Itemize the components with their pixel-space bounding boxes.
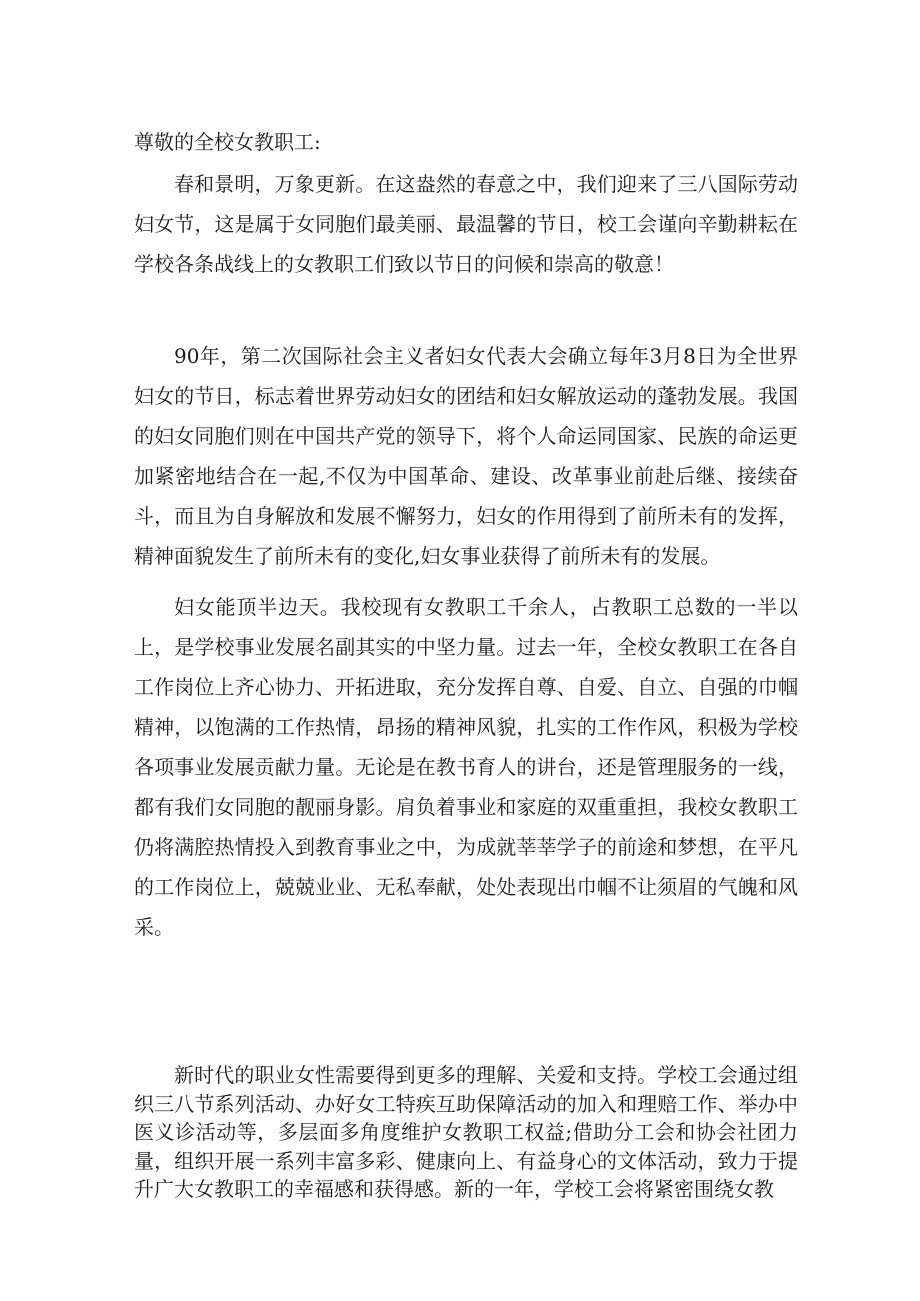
paragraph-achievements: 妇女能顶半边天。我校现有女教职工千余人，占教职工总数的一半以上，是学校事业发展名副其实的中坚力量。过去一年，全校女教职工在各自工作岗位上齐心协力、开拓进取，充分发挥自尊、自爱、自立、自强的巾帼精神，以饱满的工作热情，昂扬的精神风貌，扎实的工作作风，积极为学校各项事业发展贡献力量。无论是在教书育人的讲台，还是管理服务的一线，都有我们女同胞的靓丽身影。肩负着事业和家庭的双重重担，我校女教职工仍将满腔热情投入到教育事业之中，为成就莘莘学子的前途和梦想，在平凡的工作岗位上，兢兢业业、无私奉献，处处表现出巾帼不让须眉的气魄和风采。	[134, 595, 798, 939]
letter-salutation: 尊敬的全校女教职工:	[134, 130, 321, 154]
paragraph-greeting: 春和景明，万象更新。在这盎然的春意之中，我们迎来了三八国际劳动妇女节，这是属于女同胞们最美丽、最温馨的节日，校工会谨向辛勤耕耘在学校各条战线上的女教职工们致以节日的问候和崇高的敬意！	[134, 172, 798, 276]
paragraph-history: 90年，第二次国际社会主义者妇女代表大会确立每年3月8日为全世界妇女的节日，标志着世界劳动妇女的团结和妇女解放运动的蓬勃发展。我国的妇女同胞们则在中国共产党的领导下，将个人命运同国家、民族的命运更加紧密地结合在一起,不仅为中国革命、建设、改革事业前赴后继、接续奋斗，而且为自身解放和发展不懈努力，妇女的作用得到了前所未有的发挥，精神面貌发生了前所未有的变化,妇女事业获得了前所未有的发展。	[134, 344, 798, 568]
paragraph-union-work: 新时代的职业女性需要得到更多的理解、关爱和支持。学校工会通过组织三八节系列活动、办好女工特疾互助保障活动的加入和理赔工作、举办中医义诊活动等，多层面多角度维护女教职工权益;借助分工会和协会社团力量，组织开展一系列丰富多彩、健康向上、有益身心的文体活动，致力于提升广大女教职工的幸福感和获得感。新的一年，学校工会将紧密围绕女教	[134, 1063, 798, 1202]
